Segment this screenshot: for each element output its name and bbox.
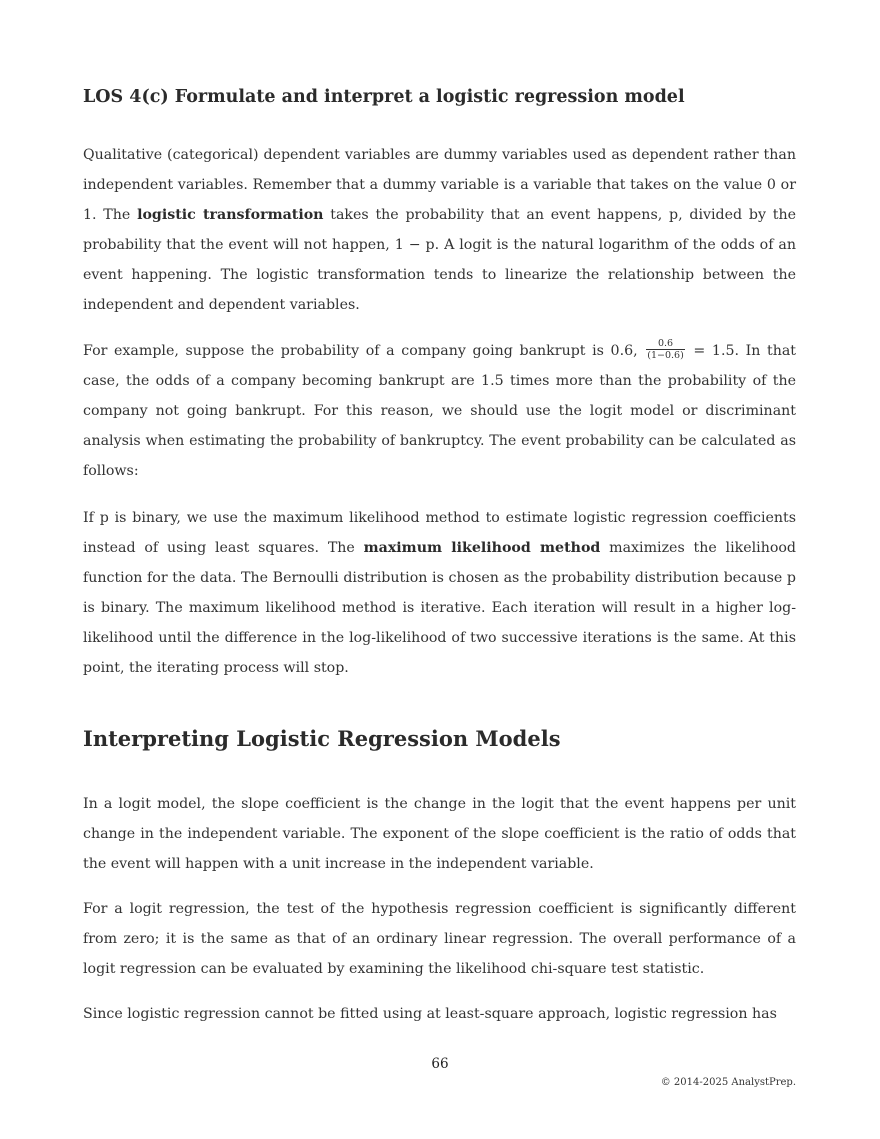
copyright-notice: © 2014-2025 AnalystPrep. (660, 1077, 796, 1088)
term-maximum-likelihood-method: maximum likelihood method (363, 540, 601, 556)
term-logistic-transformation: logistic transformation (137, 207, 324, 223)
para1-text-a: Qualitative (categorical) dependent variables are dummy variables used as dependent rather than independent variables. Remember that a dummy variable is a variable that takes on the value 0 or 1. The (83, 147, 796, 223)
los-heading: LOS 4(c) Formulate and interpret a logistic regression model (83, 87, 685, 107)
para2-text-a: For example, suppose the probability of a company going bankrupt is 0.6, (83, 343, 645, 359)
fraction-denominator: (1−0.6) (647, 349, 684, 361)
para1-text-b: takes the probability that an event happens, p, divided by the probability that the event will not happen, 1 − p. A logit is the natural logarithm of the odds of an event happening. The logistic transformation tends to linearize the relationship between the independent and dependent variables. (83, 207, 796, 313)
paragraph-slope-coefficient: In a logit model, the slope coefficient is the change in the logit that the event happens per unit change in the independent variable. The exponent of the slope coefficient is the ratio of odds that the event will happen with a unit increase in the independent variable. (83, 796, 796, 872)
page-number: 66 (431, 1056, 449, 1072)
paragraph-least-square: Since logistic regression cannot be fitted using at least-square approach, logistic regression has (83, 1006, 777, 1022)
para3-text-b: maximizes the likelihood function for the data. The Bernoulli distribution is chosen as the probability distribution because p is binary. The maximum likelihood method is iterative. Each iteration will result in a higher log-likelihood until the difference in the log-likelihood of two successive iterations is the same. At this point, the iterating process will stop. (83, 540, 796, 676)
fraction-numerator: 0.6 (646, 338, 685, 350)
para3-text-a: If p is binary, we use the maximum likelihood method to estimate logistic regression coefficients instead of using least squares. The (83, 510, 796, 556)
para2-text-b: = 1.5. In that case, the odds of a company becoming bankrupt are 1.5 times more than the probability of the company not going bankrupt. For this reason, we should use the logit model or discriminant analysis when estimating the probability of bankruptcy. The event probability can be calculated as follows: (83, 343, 796, 479)
odds-fraction (646, 338, 685, 361)
section-heading: Interpreting Logistic Regression Models (83, 726, 561, 751)
paragraph-maximum-likelihood (83, 503, 796, 683)
paragraph-hypothesis-test: For a logit regression, the test of the hypothesis regression coefficient is significantly different from zero; it is the same as that of an ordinary linear regression. The overall performance of a logit regression can be evaluated by examining the likelihood chi-square test statistic. (83, 901, 796, 977)
paragraph-logistic-transformation (83, 140, 796, 320)
paragraph-bankruptcy-example (83, 336, 796, 486)
